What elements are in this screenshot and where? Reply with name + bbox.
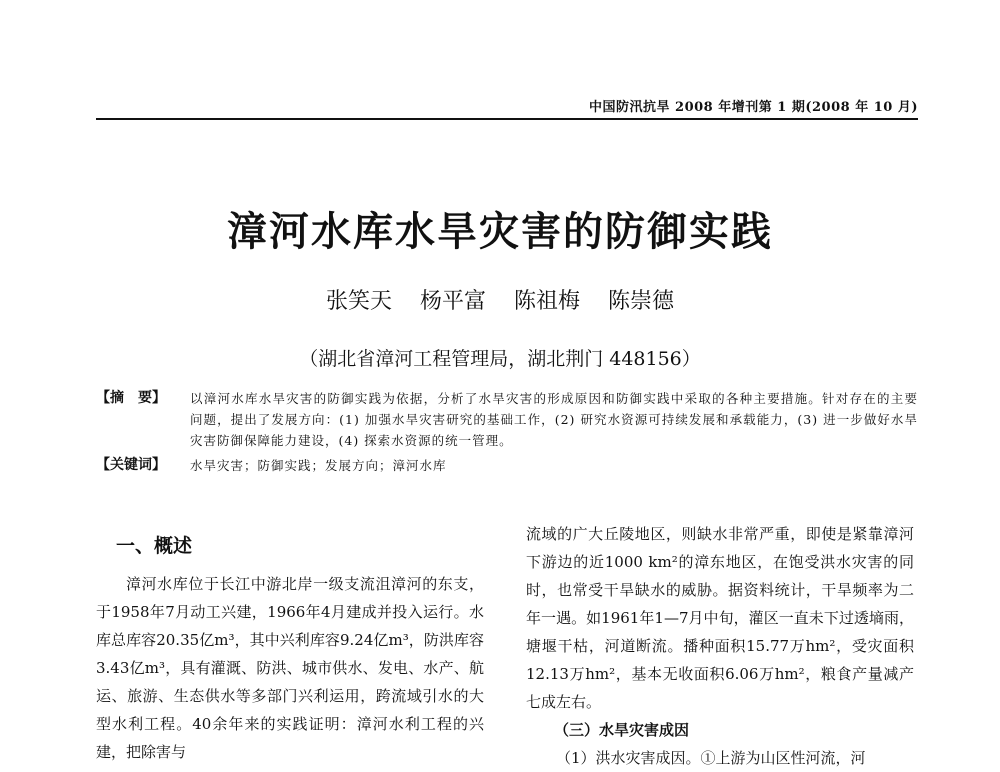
body-paragraph: （1）洪水灾害成因。①上游为山区性河流，河 [556,749,866,767]
author-name: 陈祖梅 [514,289,581,314]
author-list [0,284,1000,315]
body-paragraph: 流域的广大丘陵地区，则缺水非常严重，即使是紧靠漳河下游边的近1000 km²的漳东地区，在饱受洪水灾害的同时，也常受干旱缺水的威胁。据资料统计，干旱频率为二年一遇。如1961年1—7月中旬，灌区一直未下过透墒雨，塘堰干枯，河道断流。播种面积15.77万hm²，受灾面积12.13万hm²，基本无收面积6.06万hm²，粮食产量减产七成左右。 [526,525,914,711]
abstract-block [96,388,918,476]
keywords-row [96,455,918,476]
journal-header: 中国防汛抗旱 2008 年增刊第 1 期(2008 年 10 月) [589,100,918,115]
section-heading: 一、概述 [116,535,193,557]
paper-title: 漳河水库水旱灾害的防御实践 [227,208,773,255]
keywords-label: 【关键词】 [96,457,166,473]
body-paragraph: 漳河水库位于长江中游北岸一级支流沮漳河的东支，于1958年7月动工兴建，1966年4月建成并投入运行。水库总库容20.35亿m³，其中兴利库容9.24亿m³，防洪库容3.43亿m³，具有灌溉、防洪、城市供水、发电、水产、航运、旅游、生态供水等多部门兴利运用，跨流域引水的大型水利工程。40余年来的实践证明：漳河水利工程的兴建，把除害与 [96,575,484,761]
right-column [526,520,914,772]
affiliation: （湖北省漳河工程管理局，湖北荆门 448156） [299,348,701,370]
abstract-text: 以漳河水库水旱灾害的防御实践为依据，分析了水旱灾害的形成原因和防御实践中采取的各种主要措施。针对存在的主要问题，提出了发展方向：(1) 加强水旱灾害研究的基础工作，(2) 研究水资源可持续发展和承载能力，(3) 进一步做好水旱灾害防御保障能力建设，(4) 探索水资源的统一管理。 [190,391,918,448]
subsection-heading: （三）水旱灾害成因 [554,721,690,739]
author-name: 杨平富 [419,289,486,314]
author-name: 张笑天 [325,289,392,314]
header-rule [96,118,918,120]
keywords-text: 水旱灾害；防御实践；发展方向；漳河水库 [190,458,447,473]
author-name: 陈崇德 [608,289,675,314]
abstract-row [96,388,918,451]
left-column [96,520,484,766]
abstract-label: 【摘 要】 [96,390,166,406]
